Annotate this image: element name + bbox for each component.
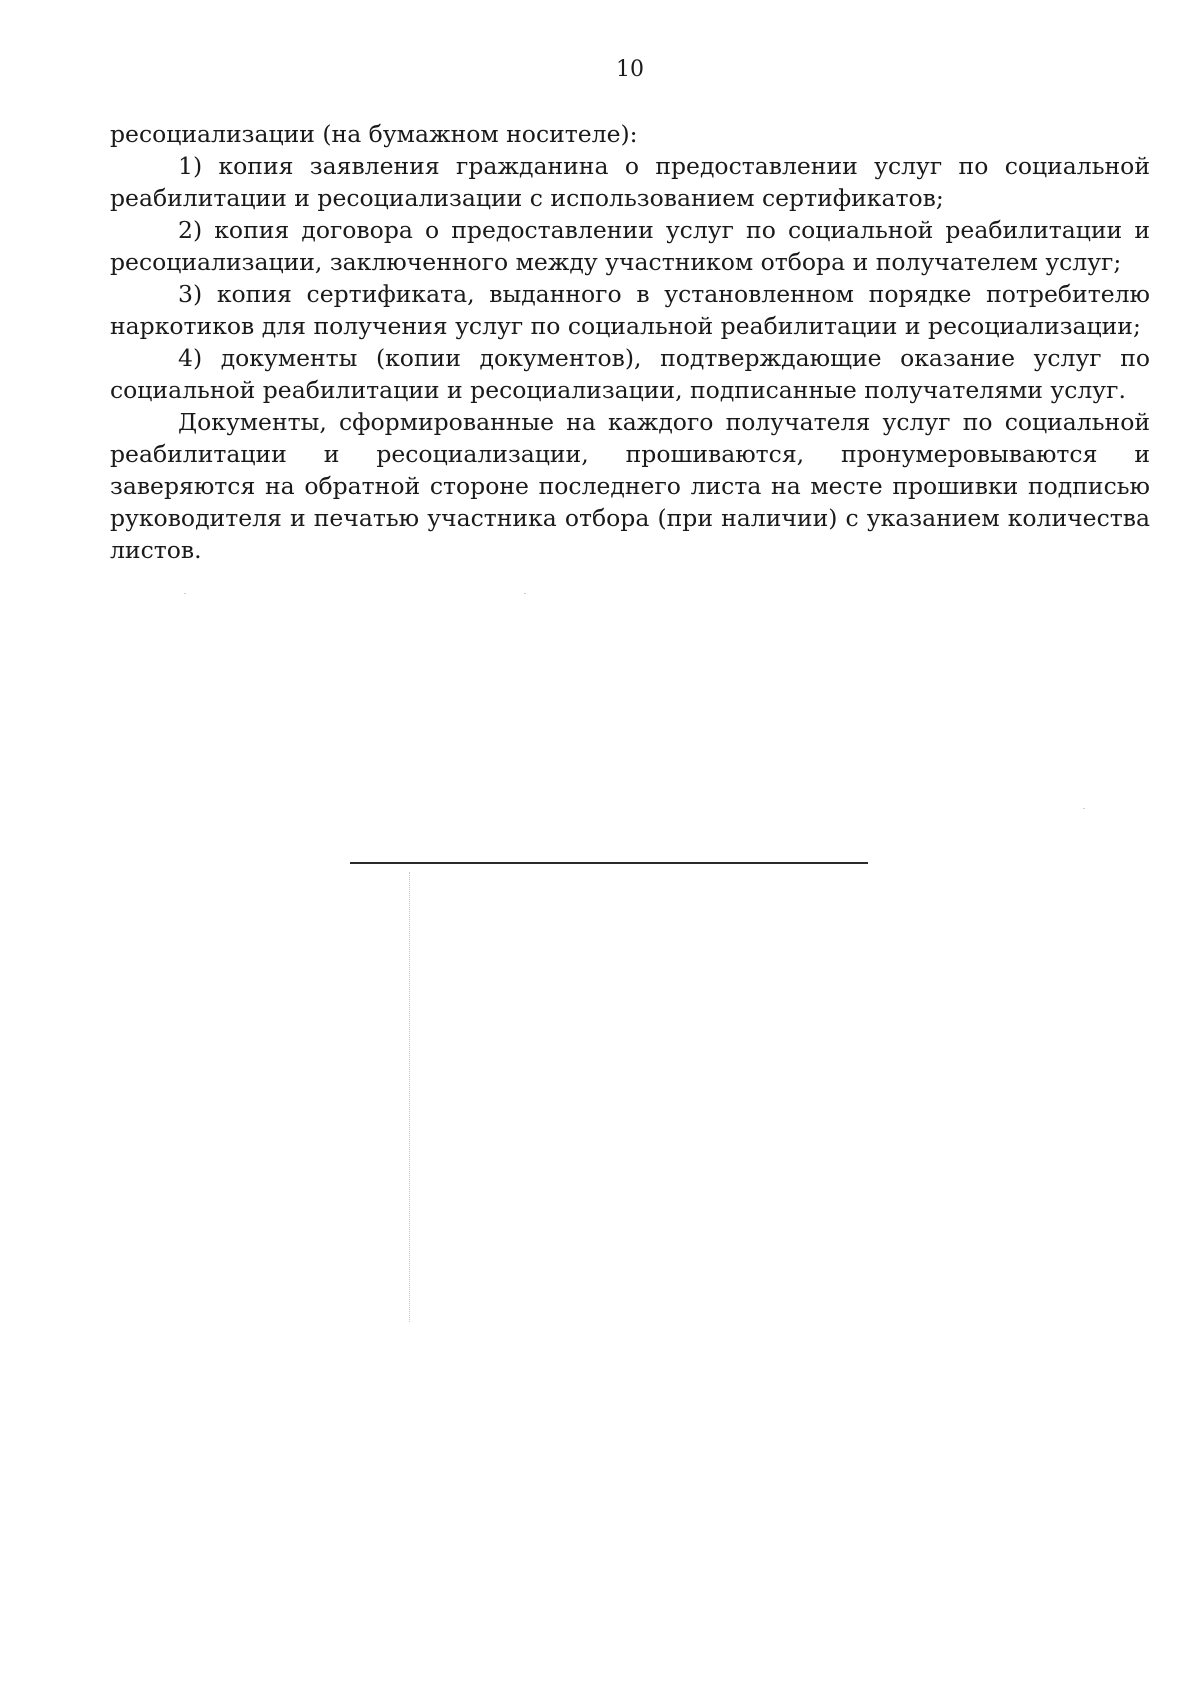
list-item-2: 2) копия договора о предоставлении услуг по социальной реабилитации и ресоциализации, заключенного между участником отбора и получателем услуг; (110, 216, 1150, 276)
scan-speck (1083, 808, 1085, 809)
paragraph-documents: Документы, сформированные на каждого получателя услуг по социальной реабилитации и ресоциализации, прошиваются, пронумеровываются и заверяются на обратной стороне последнего листа на месте прошивки подписью руководителя и печатью участника отбора (при наличии) с указанием количества листов. (110, 408, 1150, 564)
scan-stitch-line (409, 872, 410, 1322)
list-item-3: 3) копия сертификата, выданного в установленном порядке потребителю наркотиков для получения услуг по социальной реабилитации и ресоциализации; (110, 280, 1150, 340)
paragraph-intro: ресоциализации (на бумажном носителе): (110, 120, 638, 148)
list-item-4: 4) документы (копии документов), подтверждающие оказание услуг по социальной реабилитации и ресоциализации, подписанные получателями услуг. (110, 344, 1150, 404)
horizontal-rule (350, 862, 868, 864)
document-body (110, 118, 1150, 566)
page-number: 10 (616, 57, 644, 82)
list-item-1: 1) копия заявления гражданина о предоставлении услуг по социальной реабилитации и ресоциализации с использованием сертификатов; (110, 152, 1150, 212)
scan-speck (524, 593, 526, 594)
scan-speck (184, 593, 186, 594)
